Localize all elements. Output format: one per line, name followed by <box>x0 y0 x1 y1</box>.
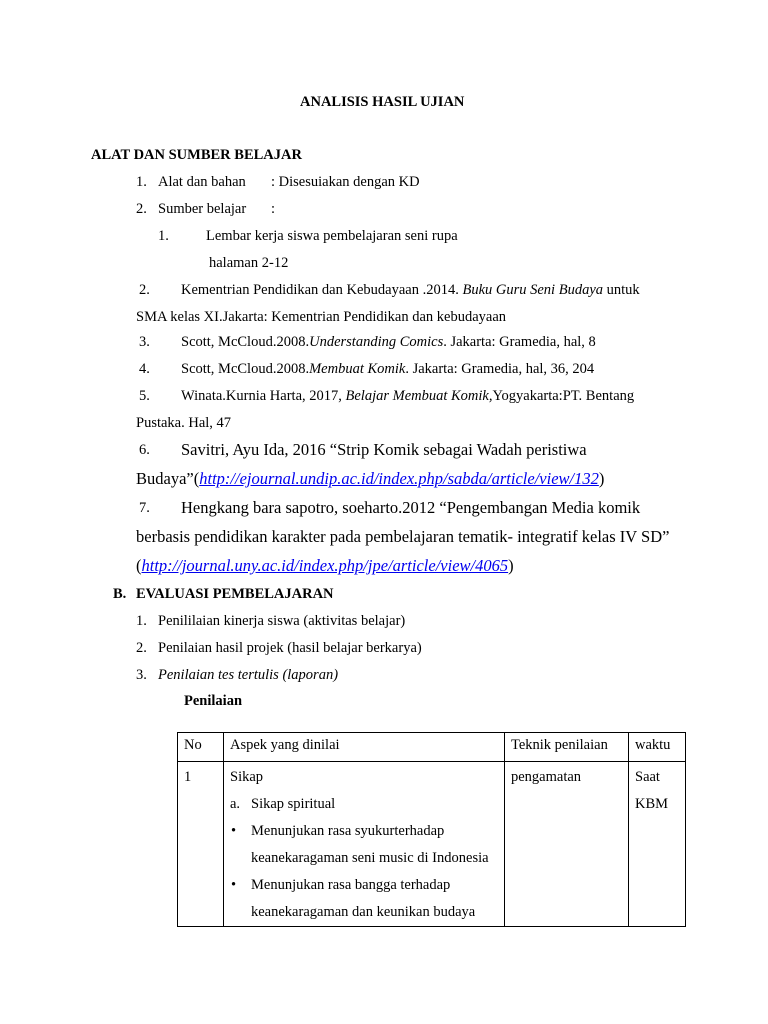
ref-text: Lembar kerja siswa pembelajaran seni rupa <box>206 228 458 244</box>
ref-text-plain: Yogyakarta:PT. Bentang <box>492 388 635 404</box>
table-cell-teknik: pengamatan <box>505 762 629 927</box>
bullet-item <box>231 818 504 872</box>
section-b-letter: B. <box>113 586 127 602</box>
ref-book-title: Belajar Membuat Komik, <box>345 388 493 404</box>
bullet-text: Menunjukan rasa bangga terhadap <box>251 877 451 893</box>
ref-text: Hengkang bara sapotro, soeharto.2012 “Pengembangan Media komik <box>181 498 641 517</box>
sub-item-text: Sikap spiritual <box>251 796 336 812</box>
list-item-alat <box>136 174 147 191</box>
table-header-no: No <box>178 733 224 762</box>
ref-number: 1. <box>158 228 169 244</box>
ref-number: 3. <box>139 334 150 350</box>
ref-text-plain: ) <box>508 556 514 575</box>
ref-text: Pustaka. Hal, 47 <box>136 415 232 431</box>
ref-text <box>181 282 640 299</box>
bullet-icon: • <box>231 823 237 839</box>
sumber-colon: : <box>271 201 276 217</box>
table-header-row <box>178 733 686 762</box>
ref-number: 5. <box>139 388 150 404</box>
sub-item-marker: a. <box>230 796 241 812</box>
ref-book-title: Membuat Komik <box>309 361 406 377</box>
ref-text-plain: . Jakarta: Gramedia, hal, 8 <box>443 334 596 350</box>
list-item-text: Penilaian tes tertulis (laporan) <box>158 667 339 683</box>
list-number: 2. <box>136 201 147 217</box>
ref-number: 4. <box>139 361 150 377</box>
bullet-text: Menunjukan rasa syukurterhadap <box>251 823 445 839</box>
ref-text: SMA kelas XI.Jakarta: Kementrian Pendidikan dan kebudayaan <box>136 309 507 325</box>
waktu-line: Saat <box>635 769 660 785</box>
ref-text: halaman 2-12 <box>209 255 289 271</box>
ref-text-plain: Kementrian Pendidikan dan Kebudayaan .2014. <box>181 282 463 298</box>
alat-label: Alat dan bahan <box>158 174 246 190</box>
page-title: ANALISIS HASIL UJIAN <box>300 94 465 110</box>
bullet-item <box>231 872 504 926</box>
list-number: 3. <box>136 667 147 683</box>
ref-text-plain: untuk <box>603 282 640 298</box>
bullet-text: keanekaragaman dan keunikan budaya <box>251 904 476 920</box>
assessment-table <box>177 732 686 927</box>
penilaian-subheading: Penilaian <box>184 693 243 709</box>
ref-text-plain: . Jakarta: Gramedia, hal, 36, 204 <box>405 361 595 377</box>
table-row <box>178 762 686 927</box>
section-a-heading: ALAT DAN SUMBER BELAJAR <box>91 147 302 163</box>
bullet-text: keanekaragaman seni music di Indonesia <box>251 850 489 866</box>
table-cell-aspek <box>224 762 505 927</box>
ref-text <box>136 556 514 576</box>
ref-text: Savitri, Ayu Ida, 2016 “Strip Komik sebagai Wadah peristiwa <box>181 440 587 459</box>
ref-text-plain: ( <box>136 556 142 575</box>
list-number: 1. <box>136 613 147 629</box>
ref-link[interactable]: http://ejournal.undip.ac.id/index.php/sabda/article/view/132 <box>199 469 599 488</box>
ref-text <box>181 334 596 351</box>
waktu-line: KBM <box>635 796 669 812</box>
ref-text-plain: Budaya”( <box>136 469 200 488</box>
aspek-title: Sikap <box>230 769 264 785</box>
ref-text-plain: Winata.Kurnia Harta, 2017, <box>181 388 346 404</box>
ref-book-title: Buku Guru Seni Budaya <box>462 282 604 298</box>
ref-number: 2. <box>139 282 150 298</box>
ref-text-plain: Scott, McCloud.2008. <box>181 361 310 377</box>
ref-link[interactable]: http://journal.uny.ac.id/index.php/jpe/article/view/4065 <box>141 556 509 575</box>
ref-text-plain: Scott, McCloud.2008. <box>181 334 310 350</box>
list-number: 1. <box>136 174 147 190</box>
ref-text: berbasis pendidikan karakter pada pembelajaran tematik- integratif kelas IV SD” <box>136 527 670 546</box>
sub-item <box>230 791 504 818</box>
table-header-teknik: Teknik penilaian <box>505 733 629 762</box>
section-b-heading: EVALUASI PEMBELAJARAN <box>136 586 334 602</box>
ref-text <box>181 388 634 405</box>
table-cell-waktu <box>629 762 686 927</box>
sumber-label: Sumber belajar <box>158 201 247 217</box>
table-header-aspek: Aspek yang dinilai <box>224 733 505 762</box>
ref-text-plain: ) <box>598 469 605 488</box>
bullet-icon: • <box>231 877 237 893</box>
table-header-waktu: waktu <box>629 733 686 762</box>
table-cell-no: 1 <box>178 762 224 927</box>
ref-number: 6. <box>139 442 150 458</box>
ref-book-title: Understanding Comics <box>309 334 444 350</box>
ref-number: 7. <box>139 500 150 516</box>
list-number: 2. <box>136 640 147 656</box>
alat-value: : Disesuiakan dengan KD <box>271 174 420 190</box>
list-item-text: Penilaian hasil projek (hasil belajar berkarya) <box>158 640 422 656</box>
ref-text <box>136 469 604 489</box>
list-item-text: Penililaian kinerja siswa (aktivitas belajar) <box>158 613 406 629</box>
ref-text <box>181 361 594 378</box>
